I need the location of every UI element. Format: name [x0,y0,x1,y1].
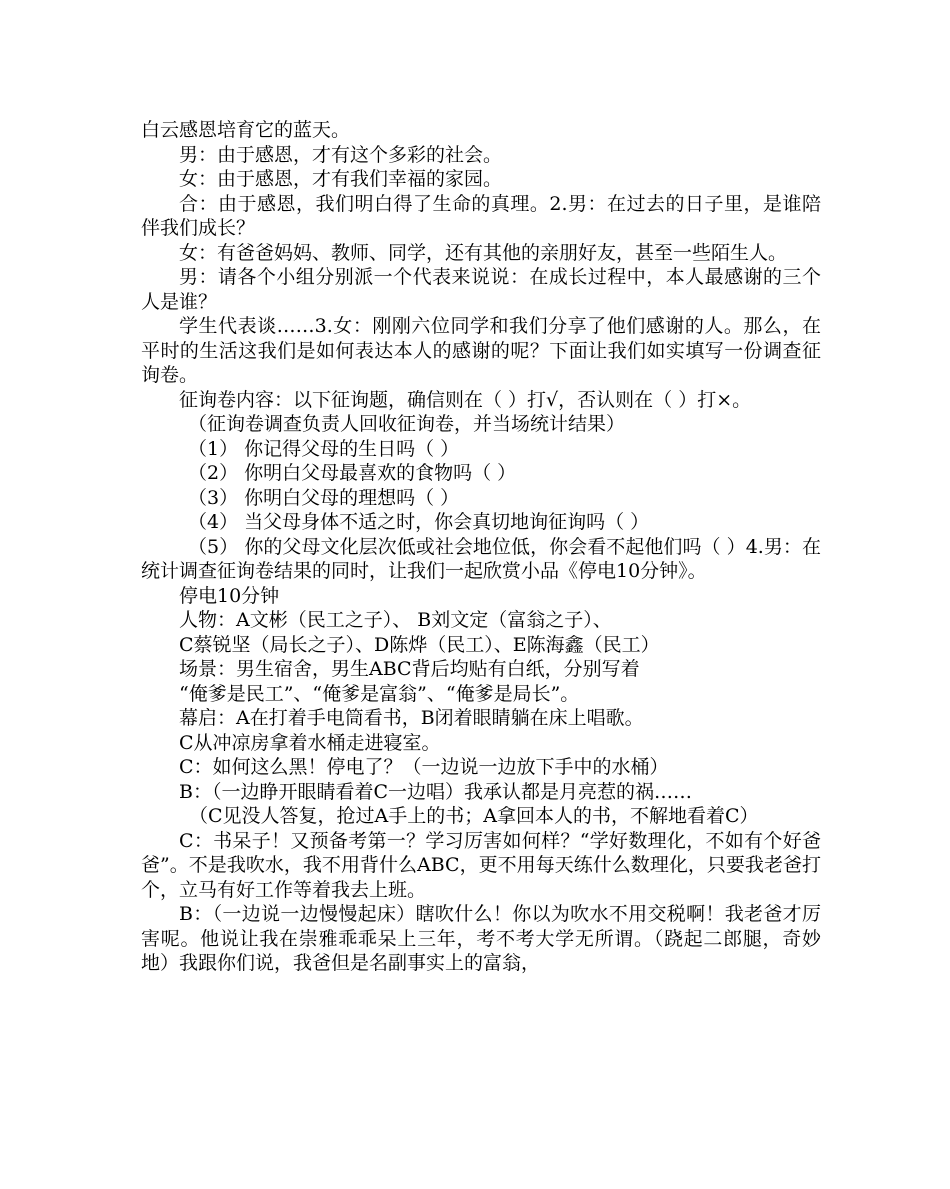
survey-question: （5） 你的父母文化层次低或社会地位低，你会看不起他们吗（ ）4.男：在统计调查征询卷结果的同时，让我们一起欣赏小品《停电10分钟》。 [141,535,821,582]
paragraph: “俺爹是民工”、“俺爹是富翁”、“俺爹是局长”。 [179,682,580,705]
paragraph: 男：请各个小组分别派一个代表来说说：在成长过程中，本人最感谢的三个人是谁？ [141,266,821,313]
paragraph: 征询卷内容：以下征询题，确信则在（ ）打√，否认则在（ ）打×。 [179,388,752,411]
stage-direction: （C见没人答复，抢过A手上的书；A拿回本人的书，不解地看着C） [189,805,759,827]
paragraph: C从冲凉房拿着水桶走进寝室。 [179,731,441,754]
survey-question: （2） 你明白父母最喜欢的食物吗（ ） [188,462,517,484]
paragraph: 幕启：A在打着手电筒看书，B闭着眼睛躺在床上唱歌。 [179,707,644,729]
paragraph: 白云感恩培育它的蓝天。 [141,119,351,141]
skit-title: 停电10分钟 [179,584,280,607]
dialogue-line: B：（一边说一边慢慢起床）瞎吹什么！你以为吹水不用交税啊！我老爸才厉害呢。他说让我在崇雅乖乖呆上三年，考不考大学无所谓。（跷起二郎腿，奇妙地）我跟你们说，我爸但是名副事实上的富翁， [141,903,821,974]
survey-question: （4） 当父母身体不适之时，你会真切地询征询吗（ ） [188,511,650,533]
paragraph: 合：由于感恩，我们明白得了生命的真理。2.男：在过去的日子里，是谁陪伴我们成长？ [141,192,821,239]
paragraph: 人物：A文彬（民工之子）、 B刘文定（富翁之子）、 [179,609,612,631]
document-body [141,118,821,976]
paragraph: 女：由于感恩，才有我们幸福的家园。 [179,168,503,190]
survey-question: （1） 你记得父母的生日吗（ ） [188,437,460,460]
paragraph: 女：有爸爸妈妈、教师、同学，还有其他的亲朋好友，甚至一些陌生人。 [179,241,788,264]
paragraph: 场景：男生宿舍，男生ABC背后均贴有白纸，分别写着 [179,658,640,680]
survey-question: （3） 你明白父母的理想吗（ ） [188,486,460,509]
dialogue-line: C：书呆子！又预备考第一？学习厉害如何样？“学好数理化，不如有个好爸爸”。不是我吹水，我不用背什么ABC，更不用每天练什么数理化，只要我老爸打个，立马有好工作等着我去上班。 [141,829,821,901]
dialogue-line: B：（一边睁开眼睛看着C一边唱）我承认都是月亮惹的祸…… [179,780,693,803]
paragraph: 男：由于感恩，才有这个多彩的社会。 [179,143,503,166]
paragraph: （征询卷调查负责人回收征询卷，并当场统计结果） [188,413,626,435]
paragraph: 学生代表谈……3.女：刚刚六位同学和我们分享了他们感谢的人。那么，在平时的生活这我们是如何表达本人的感谢的呢？下面让我们如实填写一份调查征询卷。 [141,315,821,386]
paragraph: C蔡锐坚（局长之子）、D陈烨（民工）、E陈海鑫（民工） [179,633,660,656]
dialogue-line: C：如何这么黑！停电了？（一边说一边放下手中的水桶） [179,756,669,778]
